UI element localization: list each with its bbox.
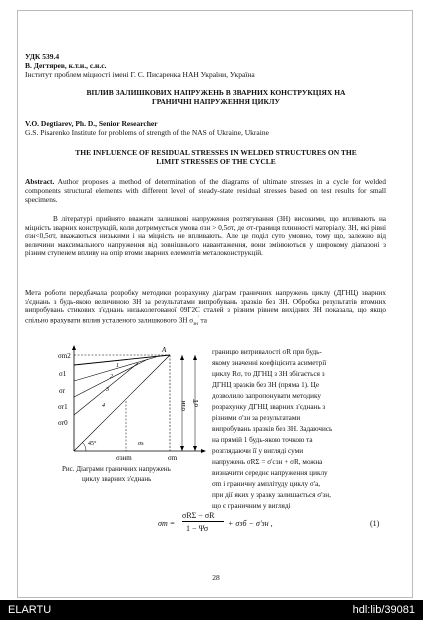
- right-line-5: дозволило запропонувати методику: [212, 392, 321, 400]
- right-line-13: σm і граничну амплітуду циклу σ'a,: [212, 480, 321, 488]
- right-line-12: визначити середнє напруження циклу: [212, 469, 328, 477]
- right-line-10: розглядаючи її у вигляді суми: [212, 447, 304, 455]
- document-page: [17, 10, 413, 598]
- right-line-6: розрахунку ДГНЦ зварних з'єднань з: [212, 403, 326, 411]
- label-line-3: 3: [106, 387, 109, 393]
- label-sigma-t: σT: [192, 398, 200, 407]
- footer-handle-link[interactable]: hdl:lib/39081: [352, 604, 415, 616]
- formula-numerator: σRΣ − σR: [182, 511, 215, 520]
- right-line-8: випробувань зразків без ЗН. Задаючись: [212, 425, 333, 433]
- title-uk-line2: ГРАНИЧНІ НАПРУЖЕННЯ ЦИКЛУ: [152, 97, 280, 106]
- label-sigma-1: σ1: [59, 370, 67, 378]
- institute-en: G.S. Pisarenko Institute for problems of strength of the NAS of Ukraine, Ukraine: [25, 128, 269, 137]
- label-line-1: 1: [116, 363, 119, 369]
- right-line-3: циклу Rσ, то ДГНЦ з ЗН збігається з: [212, 370, 325, 378]
- label-point-a: A: [162, 346, 167, 354]
- label-sigma-znm: σзнm: [116, 454, 132, 461]
- figure-caption-line2: циклу зварних з'єднань: [82, 475, 152, 483]
- label-sigma-r1: σr1: [58, 403, 68, 411]
- right-line-14: при дії яких у зразку залишається σ'зн,: [212, 491, 331, 499]
- abstract-text: Author proposes a method of determination of the diagrams of ultimate stresses in a cycle for welded components structural elements with different level of steady-state residual stresses based on test results for small specimens.: [25, 177, 386, 204]
- label-sigma-r: σr: [59, 387, 66, 395]
- footer-bar: [0, 600, 423, 620]
- formula-denominator: 1 − Ψσ: [186, 524, 209, 533]
- label-sigma-s: σs: [138, 441, 144, 447]
- right-line-7: різними σ'зн за результатами: [212, 414, 301, 422]
- page-number: 28: [212, 573, 220, 582]
- label-line-4: 4: [102, 403, 105, 409]
- title-en-line2: LIMIT STRESSES OF THE CYCLE: [156, 157, 276, 166]
- paragraph-2-tail: та: [200, 316, 207, 325]
- footer-left-label: ELARTU: [8, 604, 52, 616]
- paragraph-2: Мета роботи передбачала розробку методики розрахунку діаграм граничних напружень циклу (ДГНЦ) зварних з'єднань з будь-якою величиною ЗН за результатами випробувань зразків без ЗН. Обробка результатів втомних випробувань стикових з'єднань низьколегованої 09Г2С сталей з різним рівнем вихідних ЗН показала, що якщо спільно врахувати вплив усталеного залишкового ЗН $\sigma_{зн}'$ та: [25, 289, 386, 327]
- label-angle: 45°: [88, 441, 97, 447]
- label-sigma-m2: σm2: [58, 352, 71, 360]
- label-sigma-m: σm: [168, 454, 178, 461]
- label-sigma-r0: σr0: [58, 419, 68, 427]
- right-line-1: границю витривалості σR при будь-: [212, 348, 322, 356]
- institute-uk: Інститут проблем міцності імені Г. С. Писаренка НАН України, Україна: [25, 70, 255, 79]
- right-line-2: якому значенні коефіцієнта асиметрії: [212, 359, 327, 367]
- figure-caption-line1: Рис. Діаграми граничних напружень: [62, 465, 171, 473]
- fraction-bar: [182, 521, 224, 522]
- right-line-9: на прямій 1 будь-якою точкою та: [212, 436, 313, 444]
- formula-number: (1): [370, 519, 380, 528]
- label-sigma-zn: σзн: [179, 400, 187, 411]
- formula-lhs: σm =: [158, 519, 176, 528]
- abstract-label: Abstract.: [25, 177, 55, 186]
- right-line-4: ДГНЦ зразків без ЗН (пряма 1). Це: [212, 381, 320, 389]
- title-uk-line1: ВПЛИВ ЗАЛИШКОВИХ НАПРУЖЕНЬ В ЗВАРНИХ КОНСТРУКЦІЯХ НА: [86, 88, 346, 97]
- right-column-text: [212, 349, 388, 514]
- author-en: V.O. Degtiarev, Ph. D., Senior Researcher: [25, 119, 158, 128]
- paragraph-1: В літературі прийнято вважати залишкові напруження розтягування (ЗН) високими, що впливають на міцність зварних конструкцій, коли дотримується умова σзн > 0,5σт, де σт-границя плинності матеріалу. ЗН, які рівні σзн<0,5σт, вважаються низькими і на міцність не впливають. Але це поділ суто умовно, тому що, залежно від величини максимального напруження від зовнішнього навантаження, вони змінюються у широкому діапазоні з різним ступенем впливу на опір втоми зварних елементів металоконструкцій.: [25, 215, 386, 258]
- right-line-11: напружень σRΣ = σ'сзн + σR, можна: [212, 458, 323, 466]
- right-line-15: що є граничним у вигляді: [212, 502, 291, 510]
- author-uk: В. Дегтярев, к.т.н., с.н.с.: [25, 61, 107, 70]
- udk-code: УДК 539.4: [25, 52, 60, 61]
- formula-tail: + σзб − σ'зн ,: [228, 519, 273, 528]
- paragraph-2-text: Мета роботи передбачала розробку методики розрахунку діаграм граничних напружень циклу (ДГНЦ) зварних з'єднань з будь-якою величиною ЗН за результатами випробувань зразків без ЗН. Обробка результатів втомних випробувань стикових з'єднань низьколегованої 09Г2С сталей з різним рівнем вихідних ЗН показала, що якщо спільно врахувати вплив усталеного залишкового ЗН σ: [25, 289, 386, 325]
- title-en-line1: THE INFLUENCE OF RESIDUAL STRESSES IN WELDED STRUCTURES ON THE: [75, 148, 357, 157]
- abstract: [25, 177, 386, 204]
- label-line-2: 2: [110, 374, 113, 380]
- stress-diagram: [58, 341, 208, 461]
